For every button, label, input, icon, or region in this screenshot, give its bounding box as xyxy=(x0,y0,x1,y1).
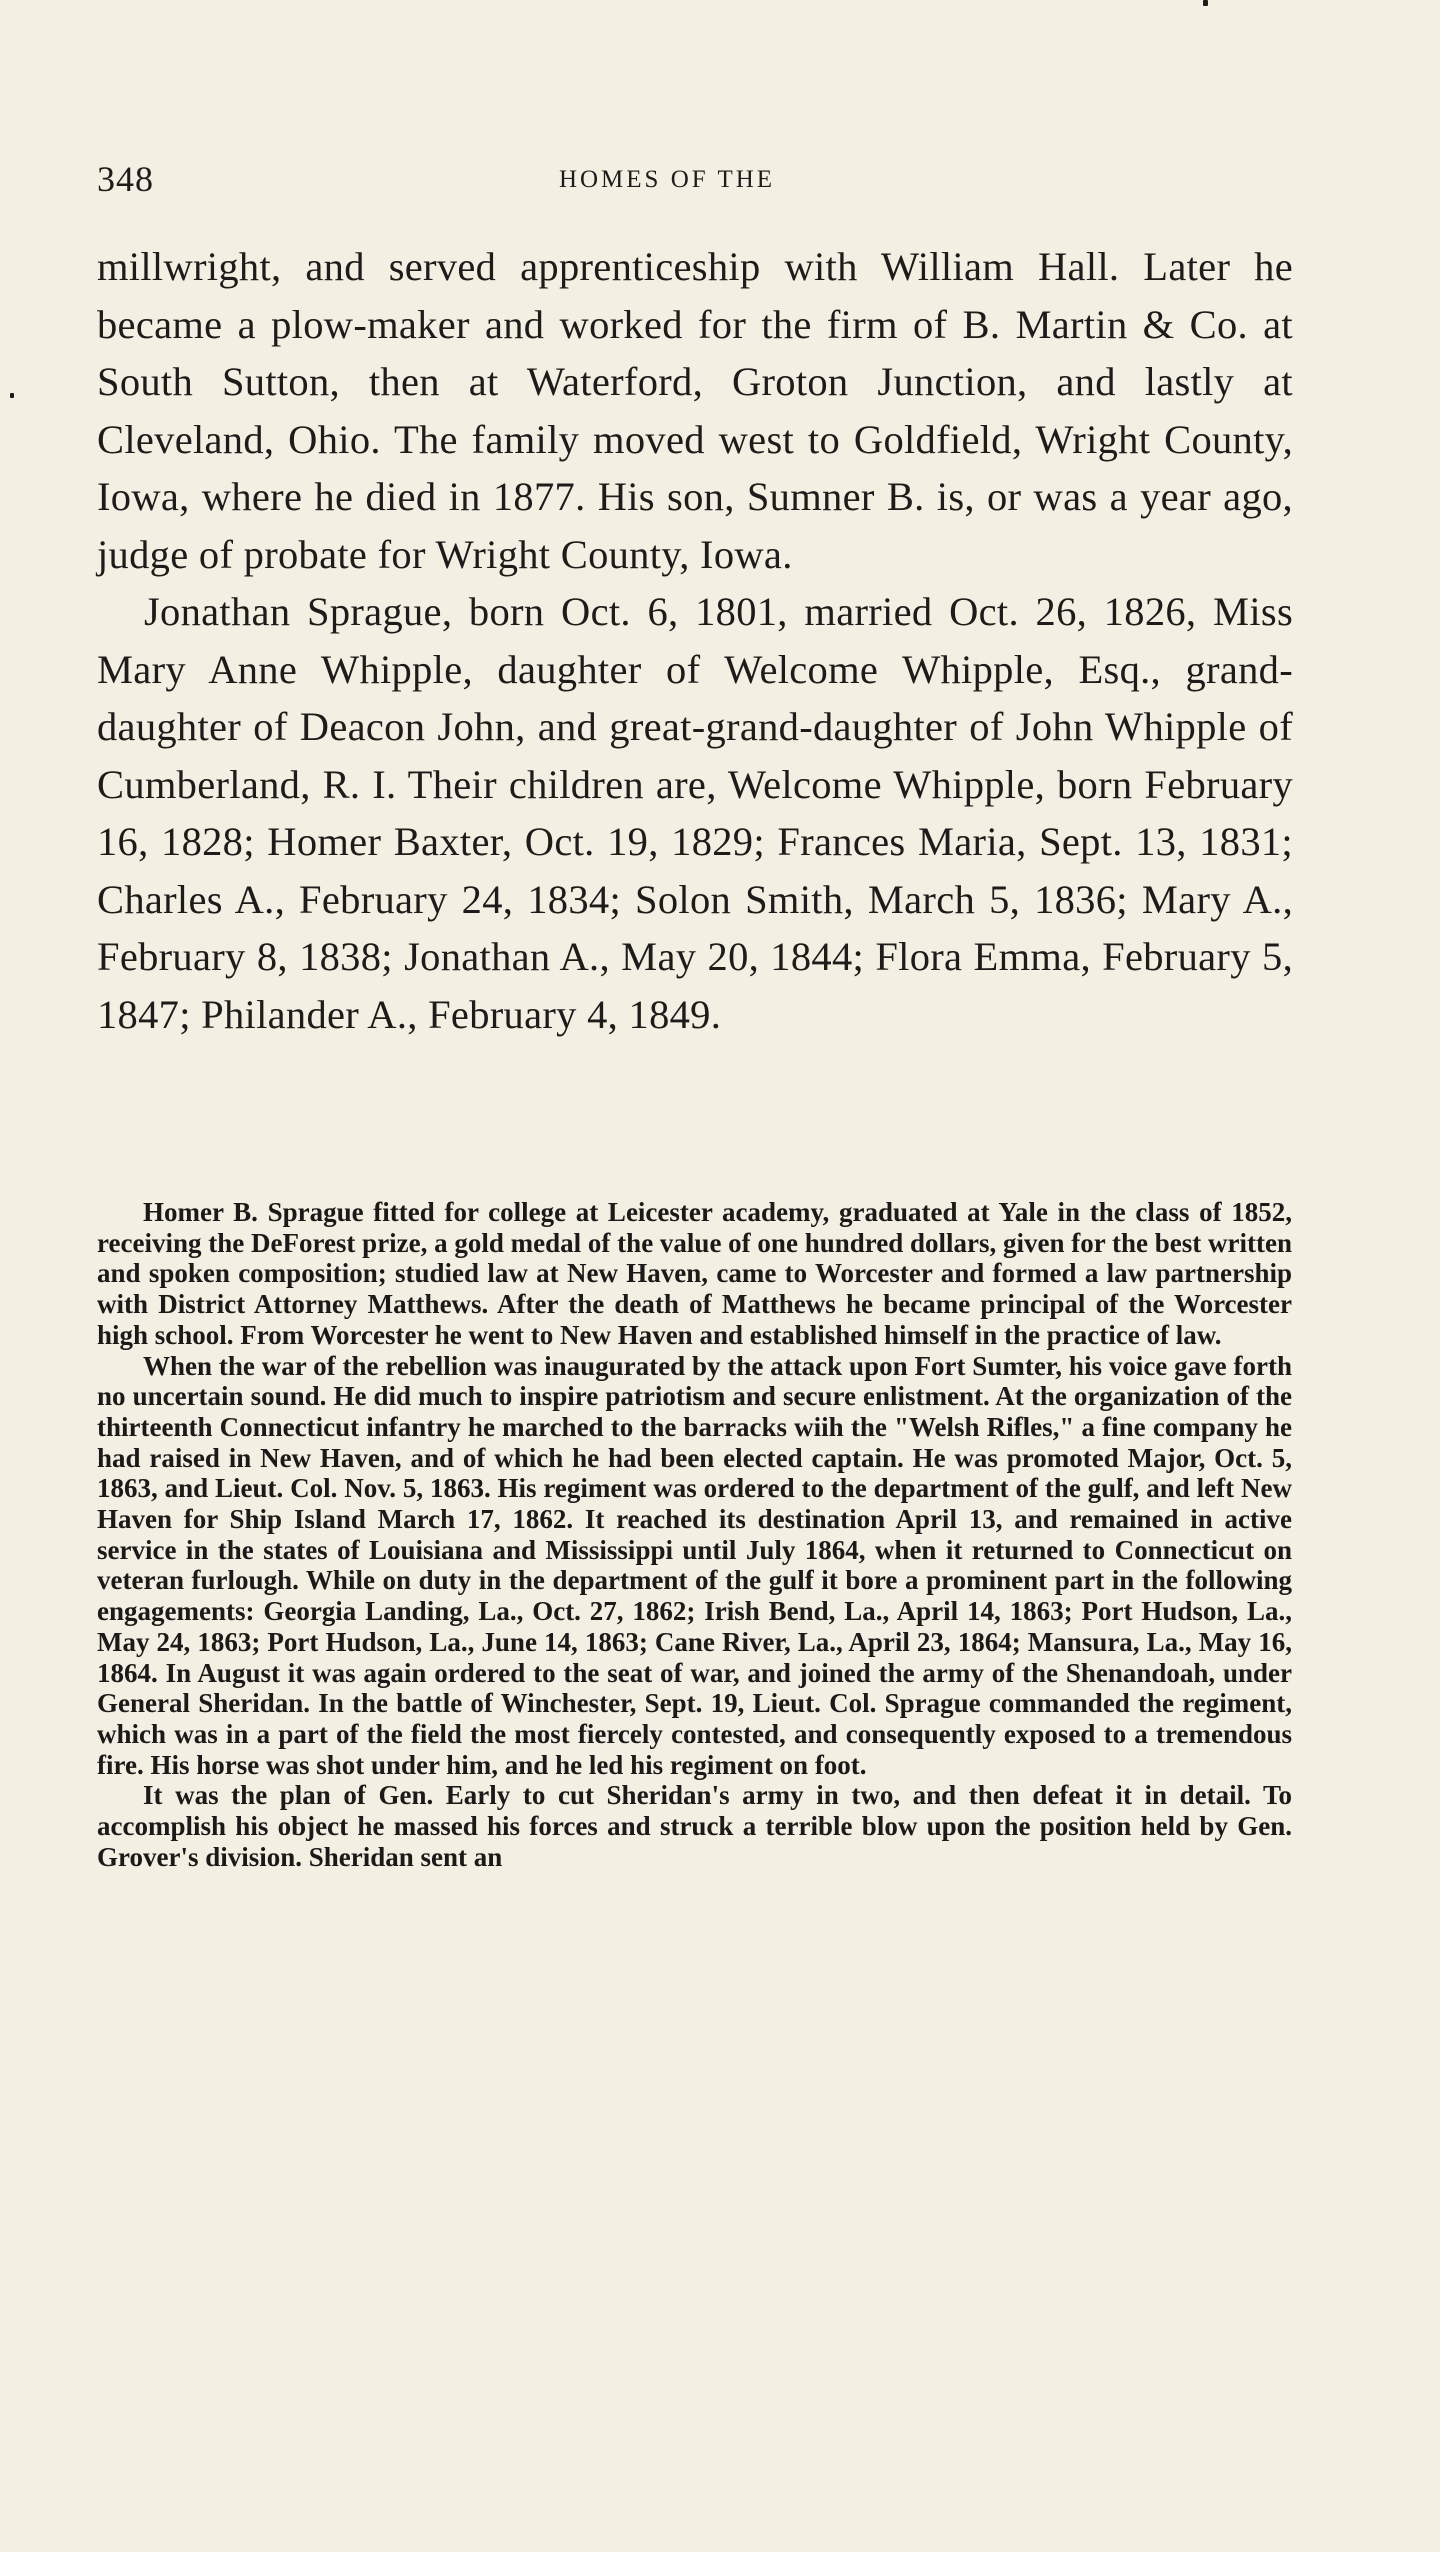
page-header xyxy=(97,158,1277,208)
biographical-note xyxy=(97,1197,1292,1872)
paragraph: It was the plan of Gen. Early to cut Sheridan's army in two, and then defeat it in detail. To accomplish his object he massed his forces and struck a terrible blow upon the position held by Gen. Grover's division. Sheridan sent an xyxy=(97,1780,1292,1872)
paragraph: Homer B. Sprague fitted for college at Leicester academy, graduated at Yale in the class of 1852, receiving the DeForest prize, a gold medal of the value of one hundred dollars, given for the best written and spoken composition; studied law at New Haven, came to Worcester and formed a law partnership with District Attorney Matthews. After the death of Matthews he became principal of the Worcester high school. From Worcester he went to New Haven and established himself in the practice of law. xyxy=(97,1197,1292,1350)
page-number: 348 xyxy=(97,159,154,199)
main-text xyxy=(97,238,1293,1043)
paragraph: millwright, and served apprenticeship with William Hall. Later he became a plow-maker and worked for the firm of B. Martin & Co. at South Sutton, then at Waterford, Groton Junction, and lastly at Cleveland, Ohio. The family moved west to Goldfield, Wright County, Iowa, where he died in 1877. His son, Sumner B. is, or was a year ago, judge of probate for Wright County, Iowa. xyxy=(97,244,1293,577)
running-head: HOMES OF THE xyxy=(558,166,776,193)
paragraph: When the war of the rebellion was inaugurated by the attack upon Fort Sumter, his voice gave forth no uncertain sound. He did much to inspire patriotism and secure enlistment. At the organization of the thirteenth Connecticut infantry he marched to the barracks wiih the "Welsh Rifles," a fine company he had raised in New Haven, and of which he had been elected captain. He was promoted Major, Oct. 5, 1863, and Lieut. Col. Nov. 5, 1863. His regiment was ordered to the department of the gulf, and left New Haven for Ship Island March 17, 1862. It reached its destination April 13, and remained in active service in the states of Louisiana and Mississippi until July 1864, when it returned to Connecticut on veteran furlough. While on duty in the department of the gulf it bore a prominent part in the following engagements: Georgia Landing, La., Oct. 27, 1862; Irish Bend, La., April 14, 1863; Port Hudson, La., May 24, 1863; Port Hudson, La., June 14, 1863; Cane River, La., April 23, 1864; Mansura, La., May 16, 1864. In August it was again ordered to the seat of war, and joined the army of the Shenandoah, under General Sheridan. In the battle of Winchester, Sept. 19, Lieut. Col. Sprague commanded the regiment, which was in a part of the field the most fiercely contested, and consequently exposed to a tremendous fire. His horse was shot under him, and he led his regiment on foot. xyxy=(97,1350,1292,1780)
margin-speck xyxy=(10,393,14,398)
margin-speck xyxy=(1203,0,1208,6)
paragraph: Jonathan Sprague, born Oct. 6, 1801, married Oct. 26, 1826, Miss Mary Anne Whipple, daughter of Welcome Whipple, Esq., grand-daughter of Deacon John, and great-grand-daughter of John Whipple of Cumberland, R. I. Their children are, Welcome Whipple, born February 16, 1828; Homer Baxter, Oct. 19, 1829; Frances Maria, Sept. 13, 1831; Charles A., February 24, 1834; Solon Smith, March 5, 1836; Mary A., February 8, 1838; Jonathan A., May 20, 1844; Flora Emma, February 5, 1847; Philander A., February 4, 1849. xyxy=(97,589,1293,1037)
